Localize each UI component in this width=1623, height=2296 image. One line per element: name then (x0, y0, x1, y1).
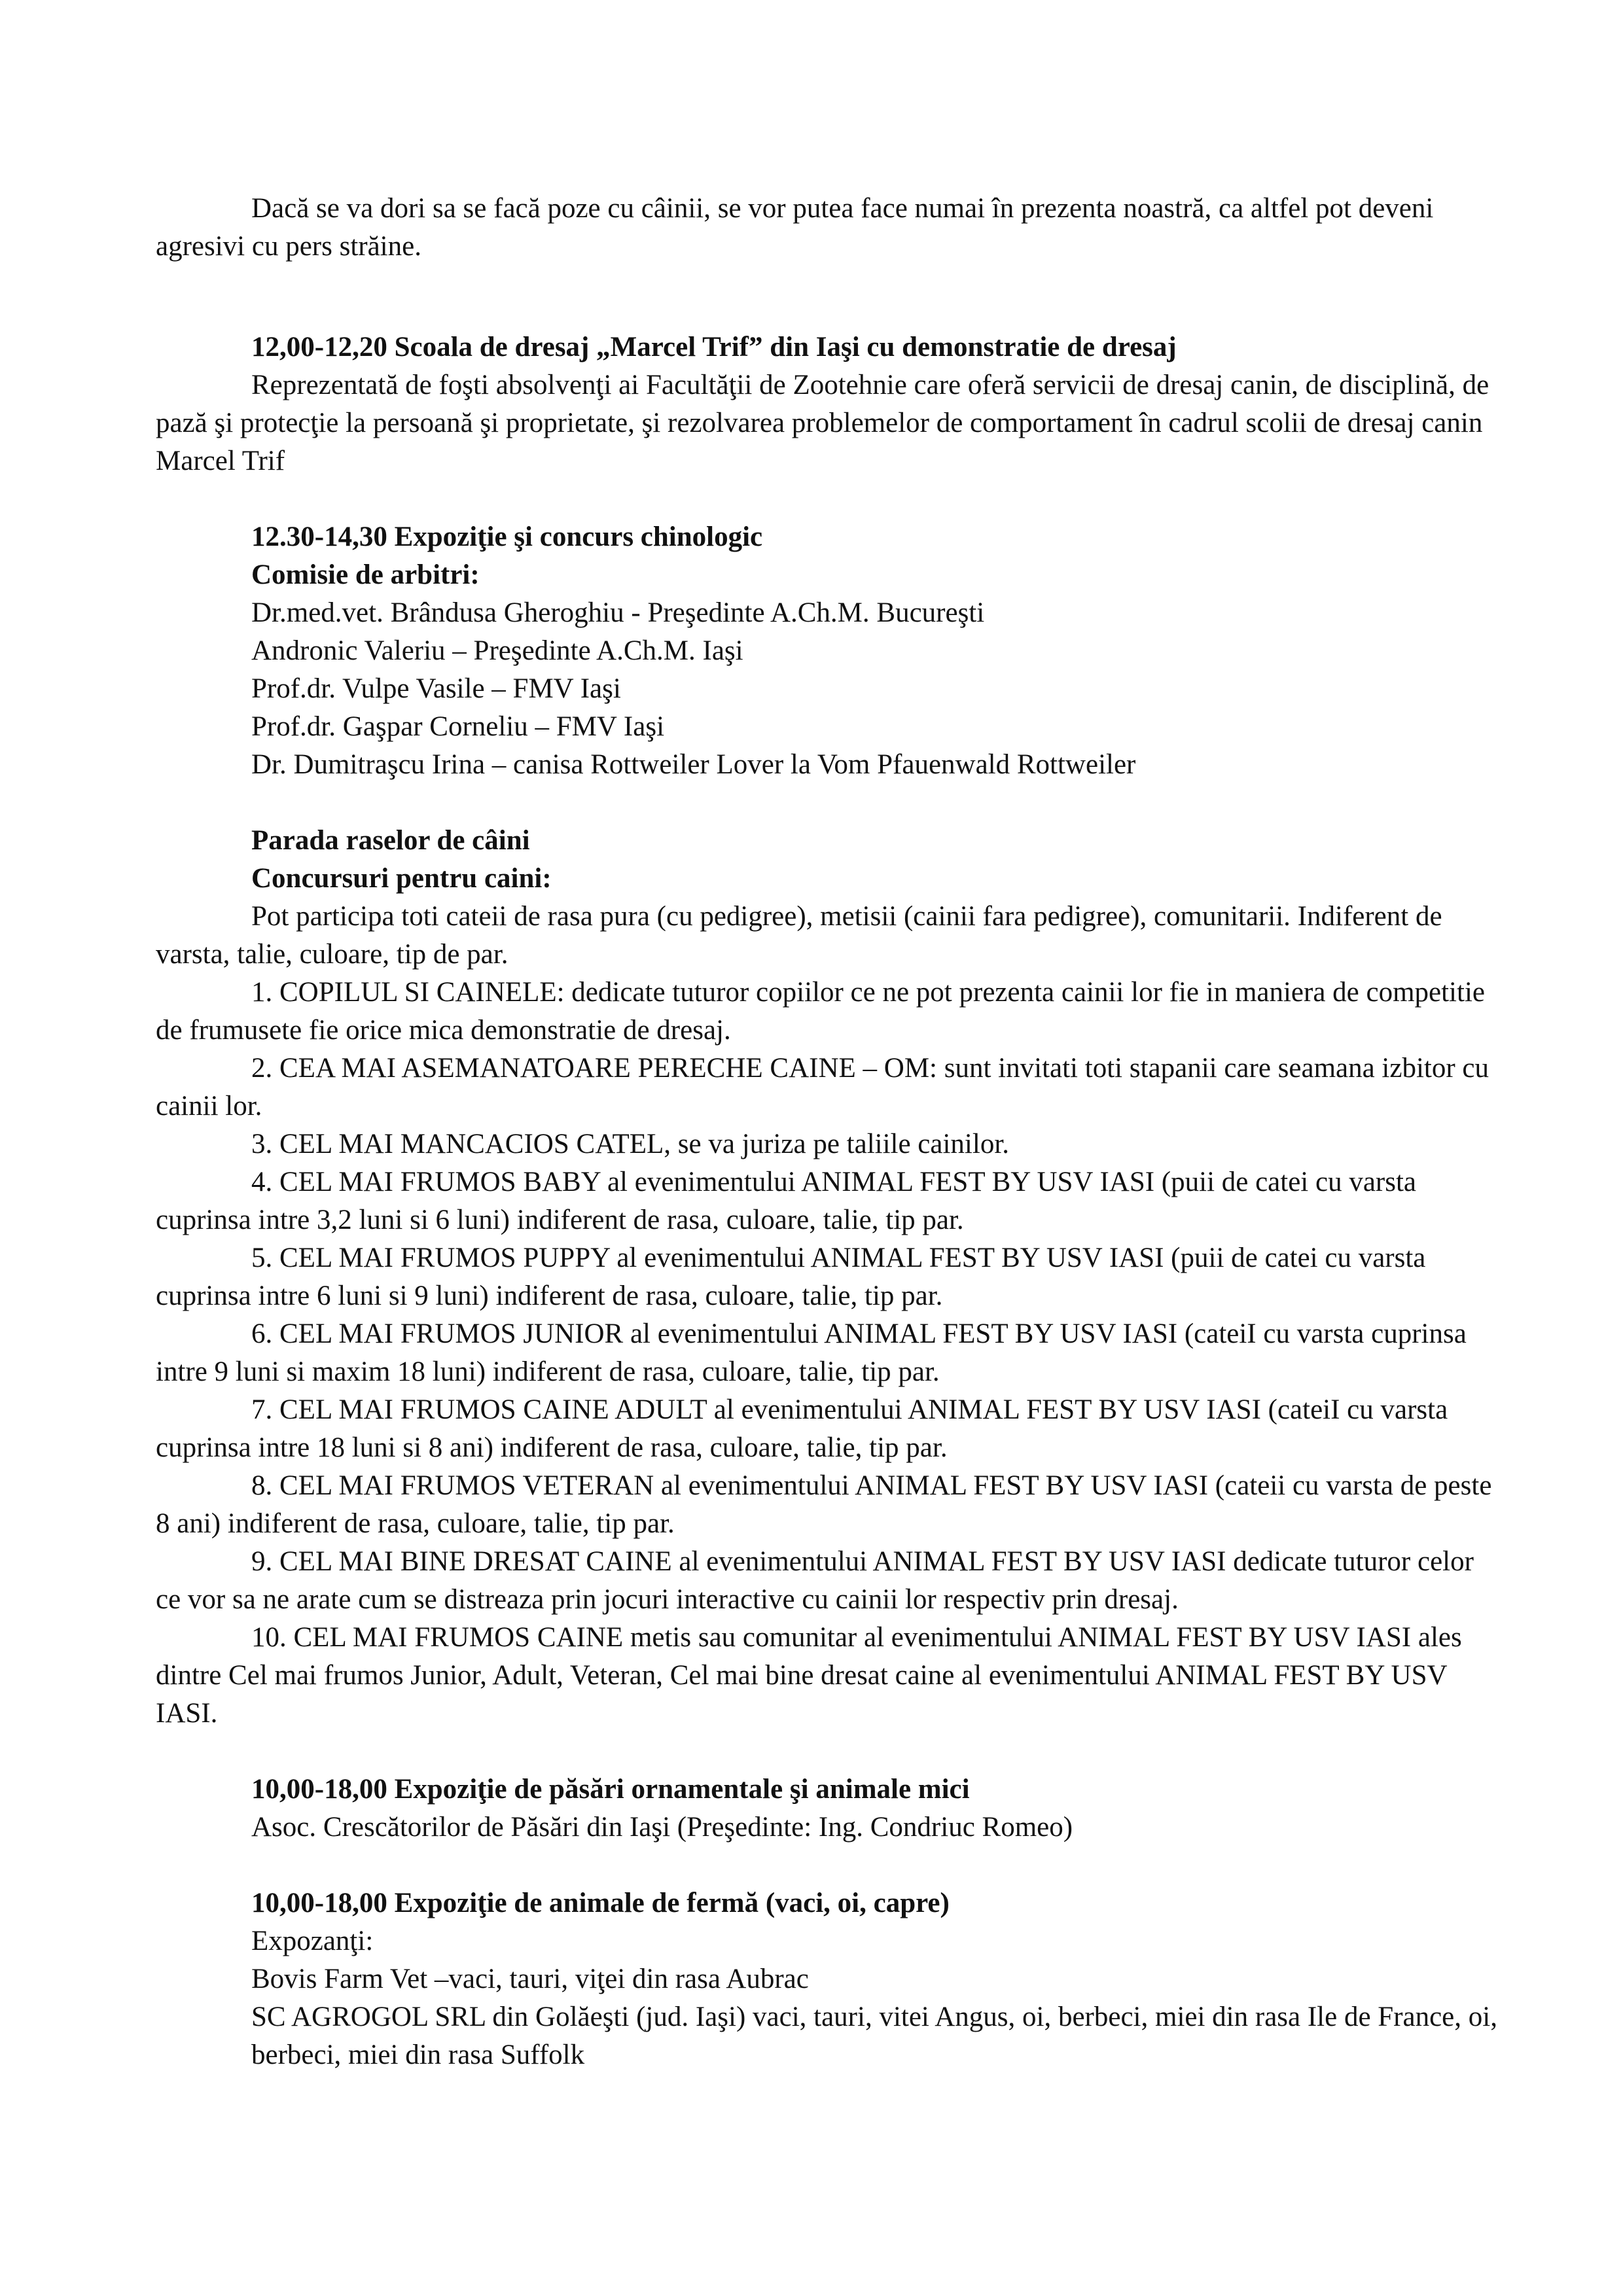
parade-heading: Parada raselor de câini (251, 825, 530, 856)
jury-member: Andronic Valeriu – Preşedinte A.Ch.M. Iaşi (251, 635, 743, 666)
dressage-paragraph: Reprezentată de foşti absolvenţi ai Facultăţii de Zootehnie care oferă servicii de dresaj canin, de disciplină, de pază şi protecţie la persoană şi proprietate, şi rezolvarea problemelor de comportament în cadrul scolii de dresaj canin Marcel Trif (156, 370, 1489, 476)
contests-heading: Concursuri pentru caini: (251, 863, 552, 894)
farm-heading: 10,00-18,00 Expoziţie de animale de fermă (vaci, oi, capre) (251, 1888, 950, 1918)
exhibitor-item: Bovis Farm Vet –vaci, tauri, viţei din rasa Aubrac (251, 1964, 809, 1994)
contest-item: 10. CEL MAI FRUMOS CAINE metis sau comunitar al evenimentului ANIMAL FEST BY USV IASI ales dintre Cel mai frumos Junior, Adult, Veteran, Cel mai bine dresat caine al evenimentului ANIMAL FEST BY USV IASI. (156, 1622, 1462, 1729)
contest-item: 4. CEL MAI FRUMOS BABY al evenimentului ANIMAL FEST BY USV IASI (puii de catei cu varsta cuprinsa intre 3,2 luni si 6 luni) indiferent de rasa, culoare, talie, tip par. (156, 1167, 1417, 1235)
birds-heading: 10,00-18,00 Expoziţie de păsări ornamentale şi animale mici (251, 1774, 970, 1805)
contest-item: 2. CEA MAI ASEMANATOARE PERECHE CAINE – OM: sunt invitati toti stapanii care seamana izbitor cu cainii lor. (156, 1053, 1489, 1122)
intro-paragraph: Dacă se va dori sa se facă poze cu câinii, se vor putea face numai în prezenta noastră, ca altfel pot deveni agresivi cu pers străine. (156, 193, 1434, 262)
exhibitors-label: Expozanţi: (251, 1926, 374, 1956)
exhibitor-item: SC AGROGOL SRL din Golăeşti (jud. Iaşi) vaci, tauri, vitei Angus, oi, berbeci, miei din rasa Ile de France, oi, berbeci, miei din rasa Suffolk (251, 2002, 1497, 2070)
jury-member: Dr. Dumitraşcu Irina – canisa Rottweiler Lover la Vom Pfauenwald Rottweiler (251, 749, 1136, 780)
show-heading: 12.30-14,30 Expoziţie şi concurs chinologic (251, 521, 763, 552)
contest-item: 5. CEL MAI FRUMOS PUPPY al evenimentului ANIMAL FEST BY USV IASI (puii de catei cu varsta cuprinsa intre 6 luni si 9 luni) indiferent de rasa, culoare, talie, tip par. (156, 1243, 1426, 1311)
contests-intro: Pot participa toti cateii de rasa pura (cu pedigree), metisii (cainii fara pedigree), comunitarii. Indiferent de varsta, talie, culoare, tip de par. (156, 901, 1442, 970)
contest-item: 6. CEL MAI FRUMOS JUNIOR al evenimentului ANIMAL FEST BY USV IASI (cateiI cu varsta cuprinsa intre 9 luni si maxim 18 luni) indiferent de rasa, culoare, talie, tip par. (156, 1318, 1467, 1387)
jury-member: Prof.dr. Gaşpar Corneliu – FMV Iaşi (251, 711, 665, 742)
contest-item: 3. CEL MAI MANCACIOS CATEL, se va juriza pe taliile cainilor. (251, 1129, 1010, 1159)
jury-heading: Comisie de arbitri: (251, 559, 480, 590)
jury-member: Dr.med.vet. Brândusa Gheroghiu - Preşedinte A.Ch.M. Bucureşti (251, 597, 985, 628)
jury-member: Prof.dr. Vulpe Vasile – FMV Iaşi (251, 673, 621, 704)
contest-item: 9. CEL MAI BINE DRESAT CAINE al evenimentului ANIMAL FEST BY USV IASI dedicate tuturor celor ce vor sa ne arate cum se distreaza prin jocuri interactive cu cainii lor respectiv prin dresaj. (156, 1546, 1474, 1615)
document-page (156, 190, 1497, 2074)
birds-paragraph: Asoc. Crescătorilor de Păsări din Iaşi (Preşedinte: Ing. Condriuc Romeo) (251, 1812, 1073, 1843)
dressage-heading: 12,00-12,20 Scoala de dresaj „Marcel Trif” din Iaşi cu demonstratie de dresaj (251, 332, 1177, 362)
contest-item: 7. CEL MAI FRUMOS CAINE ADULT al evenimentului ANIMAL FEST BY USV IASI (cateiI cu varsta cuprinsa intre 18 luni si 8 ani) indiferent de rasa, culoare, talie, tip par. (156, 1394, 1448, 1463)
contest-item: 1. COPILUL SI CAINELE: dedicate tuturor copiilor ce ne pot prezenta cainii lor fie in maniera de competitie de frumusete fie orice mica demonstratie de dresaj. (156, 977, 1485, 1046)
contest-item: 8. CEL MAI FRUMOS VETERAN al evenimentului ANIMAL FEST BY USV IASI (cateii cu varsta de peste 8 ani) indiferent de rasa, culoare, talie, tip par. (156, 1470, 1492, 1539)
